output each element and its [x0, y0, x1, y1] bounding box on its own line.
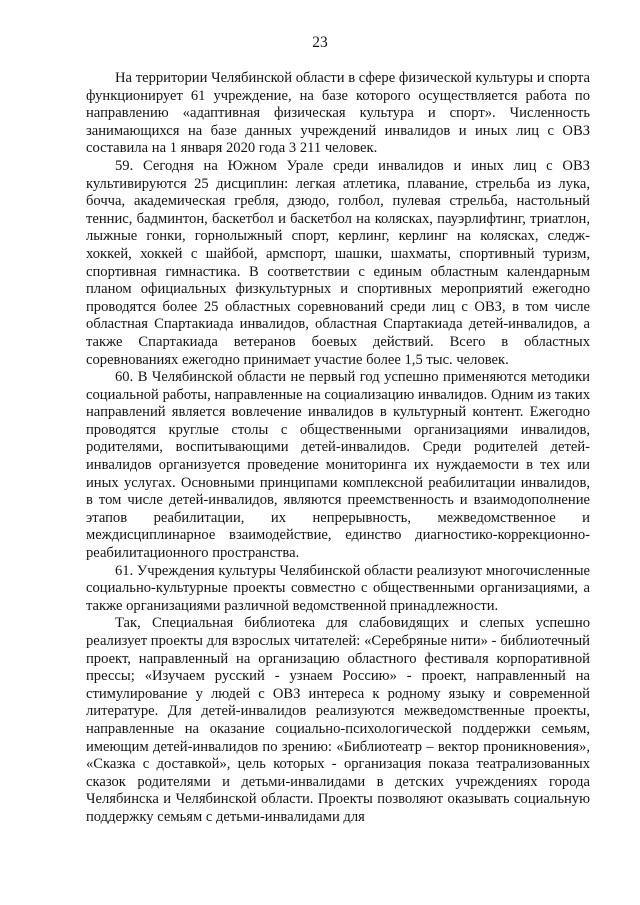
paragraph-61-cultural-projects: 61. Учреждения культуры Челябинской области реализуют многочисленные социально-культурные проекты совместно с общественными организациями, а также организациями различной ведомственной принадлежности. — [86, 562, 590, 614]
paragraph-library-projects: Так, Специальная библиотека для слабовидящих и слепых успешно реализует проекты для взрослых читателей: «Серебряные нити» - библиотечный проект, направленный на организацию областного фестиваля корпоративной прессы; «Изучаем русский - узнаем Россию» - проект, направленный на стимулирование у людей с ОВЗ интереса к родному языку и современной литературе. Для детей-инвалидов реализуются межведомственные проекты, направленные на оказание социально-психологической поддержки семьям, имеющим детей-инвалидов по зрению: «Библиотеатр – вектор проникновения», «Сказка с доставкой», цель которых - организация показа театрализованных сказок родителями и детьми-инвалидами в детских учреждениях города Челябинска и Челябинской области. Проекты позволяют оказывать социальную поддержку семьям с детьми-инвалидами для — [86, 615, 590, 825]
paragraph-physical-culture-institutions: На территории Челябинской области в сфере физической культуры и спорта функционирует 61 учреждение, на базе которого осуществляется работа по направлению «адаптивная физическая культура и спорт». Численность занимающихся на базе данных учреждений инвалидов и иных лиц с ОВЗ составила на 1 января 2020 года 3 211 человек. — [86, 70, 590, 157]
paragraph-59-sports-disciplines: 59. Сегодня на Южном Урале среди инвалидов и иных лиц с ОВЗ культивируются 25 дисциплин: легкая атлетика, плавание, стрельба из лука, бочча, академическая гребля, дзюдо, голбол, пулевая стрельба, настольный теннис, бадминтон, баскетбол и баскетбол на колясках, пауэрлифтинг, триатлон, лыжные гонки, горнолыжный спорт, керлинг, керлинг на колясках, следж-хоккей, хоккей с шайбой, армспорт, шашки, шахматы, спортивный туризм, спортивная гимнастика. В соответствии с единым областным календарным планом официальных физкультурных и спортивных мероприятий ежегодно проводятся более 25 областных соревнований среди лиц с ОВЗ, в том числе областная Спартакиада инвалидов, областная Спартакиада детей-инвалидов, а также Спартакиада ветеранов боевых действий. Всего в областных соревнованиях ежегодно принимает участие более 1,5 тыс. человек. — [86, 157, 590, 368]
page-number: 23 — [312, 34, 328, 51]
document-body — [86, 70, 590, 827]
paragraph-60-social-work-methods: 60. В Челябинской области не первый год успешно применяются методики социальной работы, направленные на социализацию инвалидов. Одним из таких направлений является вовлечение инвалидов в культурный контент. Ежегодно проводятся круглые столы с общественными организациями инвалидов, родителями, воспитывающими детей-инвалидов. Среди родителей детей-инвалидов организуется проведение мониторинга их нуждаемости в тех или иных услугах. Основными принципами комплексной реабилитации инвалидов, в том числе детей-инвалидов, являются преемственность и взаимодополнение этапов реабилитации, их непрерывность, межведомственное и междисциплинарное взаимодействие, единство диагностико-коррекционно-реабилитационного пространства. — [86, 369, 590, 562]
